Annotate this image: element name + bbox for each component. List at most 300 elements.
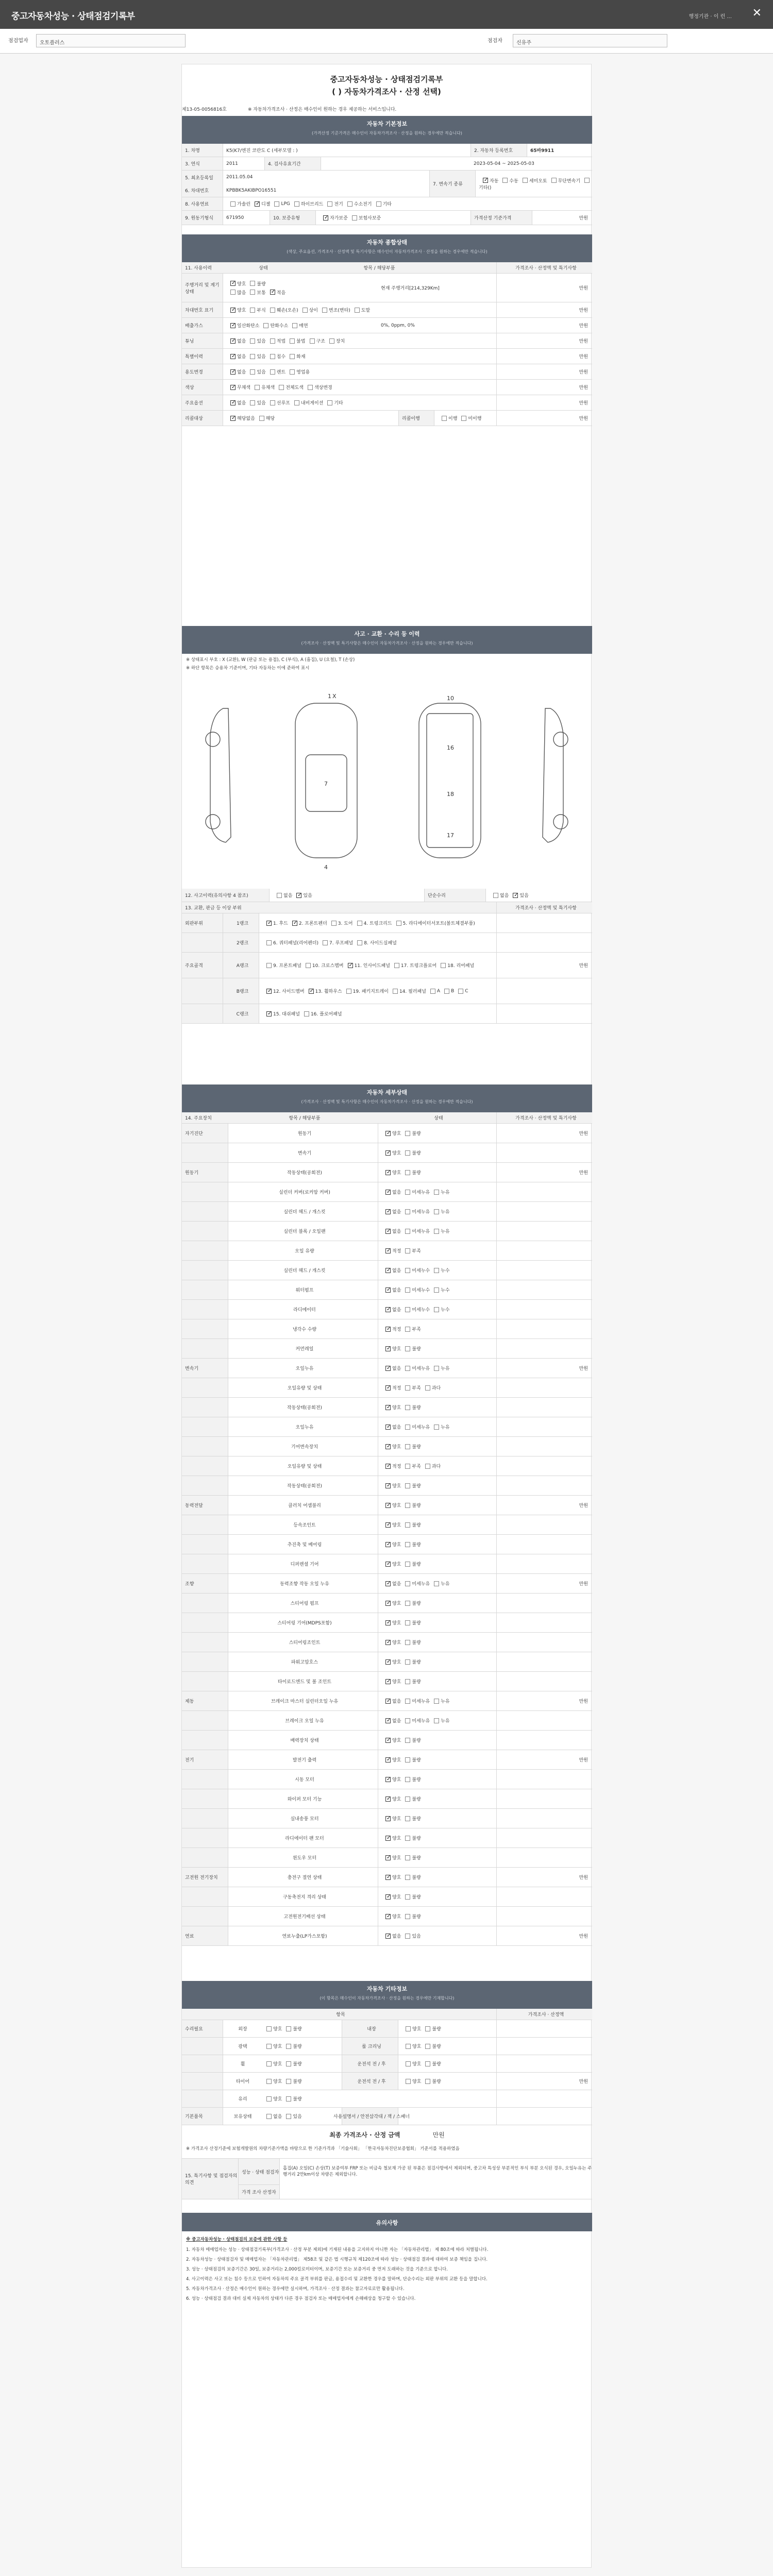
checkbox[interactable]	[405, 1385, 410, 1391]
checkbox[interactable]	[270, 354, 275, 359]
status-row-label: 색상	[182, 380, 223, 395]
checkbox[interactable]	[376, 201, 381, 207]
detail-row	[182, 1789, 592, 1809]
checkbox[interactable]	[230, 369, 236, 375]
detail-group	[182, 1633, 228, 1652]
checkbox-label: 구조	[316, 339, 325, 344]
checkbox[interactable]	[266, 989, 272, 994]
other-row	[182, 2038, 592, 2055]
checkbox[interactable]	[405, 1483, 410, 1488]
checkbox[interactable]	[405, 1248, 410, 1253]
checkbox[interactable]	[385, 1131, 391, 1136]
checkbox-label: 없음	[283, 893, 293, 899]
checkbox[interactable]	[405, 1405, 410, 1410]
checkbox[interactable]	[385, 1777, 391, 1782]
checkbox[interactable]	[434, 1229, 439, 1234]
checkbox[interactable]	[266, 1011, 272, 1016]
checkbox[interactable]	[230, 201, 236, 207]
checkbox[interactable]	[346, 989, 351, 994]
detail-item: 원동기	[297, 1131, 312, 1137]
detail-item: 실린더 헤드 / 개스킷	[283, 1210, 326, 1215]
manager-field[interactable]: 신유주	[513, 34, 667, 47]
checkbox[interactable]	[385, 1425, 391, 1430]
checkbox[interactable]	[405, 1562, 410, 1567]
checkbox-label: 불량	[412, 1601, 421, 1606]
checkbox[interactable]	[323, 215, 328, 221]
basic-row-2	[182, 157, 592, 171]
checkbox[interactable]	[405, 1894, 410, 1900]
checkbox[interactable]	[405, 1170, 410, 1175]
checkbox[interactable]	[405, 1150, 410, 1156]
checkbox[interactable]	[348, 963, 353, 968]
checkbox[interactable]	[385, 1601, 391, 1606]
checkbox[interactable]	[405, 1738, 410, 1743]
checkbox[interactable]	[263, 323, 268, 328]
checkbox[interactable]	[385, 1150, 391, 1156]
other-header: 자동차 기타정보 (이 항목은 매수인이 자동차가격조사 · 산정을 원하는 경우에만 기재합니다)	[182, 1981, 592, 2009]
checkbox[interactable]	[385, 1718, 391, 1723]
checkbox[interactable]	[385, 1914, 391, 1919]
detail-price	[496, 1907, 592, 1926]
checkbox[interactable]	[255, 201, 260, 207]
checkbox[interactable]	[286, 2026, 291, 2031]
checkbox[interactable]	[250, 354, 255, 359]
checkbox[interactable]	[444, 989, 449, 994]
checkbox-label: 양호	[273, 2062, 282, 2067]
checkbox[interactable]	[425, 2061, 430, 2066]
checkbox[interactable]	[385, 1757, 391, 1762]
checkbox[interactable]	[277, 893, 282, 898]
detail-group	[182, 1594, 228, 1613]
checkbox[interactable]	[434, 1268, 439, 1273]
checkbox[interactable]	[425, 2026, 430, 2031]
status-row-options	[223, 318, 378, 333]
other-state	[259, 2038, 342, 2055]
trans-label: 7. 변속기 종류	[429, 171, 476, 197]
checkbox[interactable]	[292, 323, 297, 328]
checkbox[interactable]	[385, 1522, 391, 1528]
checkbox[interactable]	[393, 989, 398, 994]
notes-item: 6. 성능 · 상태점검 결과 대비 실제 자동차의 상태가 다른 경우 점검자 또는 매매업자에게 손해배상을 청구할 수 있습니다.	[186, 2296, 416, 2301]
checkbox[interactable]	[502, 178, 508, 183]
checkbox[interactable]	[406, 2079, 411, 2084]
checkbox[interactable]	[352, 215, 357, 221]
checkbox[interactable]	[385, 1640, 391, 1645]
checkbox[interactable]	[296, 893, 301, 898]
checkbox[interactable]	[304, 1011, 309, 1016]
detail-item: 충전구 절연 상태	[287, 1875, 322, 1880]
checkbox-label: 누유	[441, 1699, 450, 1704]
checkbox[interactable]	[405, 1934, 410, 1939]
checkbox[interactable]	[405, 1190, 410, 1195]
checkbox-label: 수동	[509, 178, 518, 184]
checkbox[interactable]	[250, 369, 255, 375]
detail-price	[496, 1887, 592, 1906]
detail-group: 동력전달	[182, 1496, 228, 1515]
detail-row	[182, 1652, 592, 1672]
checkbox[interactable]	[322, 308, 327, 313]
checkbox[interactable]	[405, 1581, 410, 1586]
checkbox[interactable]	[405, 1229, 410, 1234]
checkbox[interactable]	[405, 1718, 410, 1723]
checkbox[interactable]	[308, 385, 313, 390]
checkbox[interactable]	[385, 1894, 391, 1900]
checkbox[interactable]	[286, 2079, 291, 2084]
checkbox[interactable]	[385, 1562, 391, 1567]
checkbox-label: 4. 트렁크리드	[363, 921, 392, 926]
checkbox[interactable]	[259, 416, 264, 421]
checkbox[interactable]	[290, 369, 295, 375]
detail-price: 만원	[496, 1163, 592, 1182]
checkbox[interactable]	[327, 400, 332, 405]
checkbox[interactable]	[405, 1659, 410, 1665]
checkbox-label: 있음	[257, 401, 266, 406]
checkbox[interactable]	[461, 416, 466, 421]
checkbox-label: 8. 사이드실패널	[364, 941, 397, 946]
special-notes-label: 15. 특기사항 및 점검자의 의견	[182, 2159, 239, 2199]
checkbox[interactable]	[385, 1405, 391, 1410]
close-icon[interactable]: ✕	[752, 7, 762, 20]
checkbox[interactable]	[385, 1385, 391, 1391]
checkbox[interactable]	[405, 1346, 410, 1351]
checkbox[interactable]	[406, 2026, 411, 2031]
notes-item: 5. 자동차가격조사 · 산정은 매수인이 원하는 경우에만 실시하며, 가격조사 · 산정 결과는 참고자료로만 활용됩니다.	[186, 2286, 405, 2292]
checkbox-label: 미세누유	[412, 1582, 430, 1587]
detail-row	[182, 1672, 592, 1691]
checkbox[interactable]	[309, 989, 314, 994]
checkbox[interactable]	[266, 963, 272, 968]
checkbox[interactable]	[385, 1659, 391, 1665]
checkbox-label: 과다	[431, 1464, 441, 1469]
checkbox[interactable]	[434, 1581, 439, 1586]
detail-price: 만원	[496, 1574, 592, 1593]
checkbox[interactable]	[327, 201, 332, 207]
basic-info-header: 자동차 기본정보 (가격산정 기준가격은 매수인이 자동차가격조사 · 산정을 원하는 경우에만 적습니다)	[182, 116, 592, 144]
checkbox[interactable]	[425, 2044, 430, 2049]
status-row-label: 용도변경	[182, 364, 223, 379]
checkbox[interactable]	[266, 940, 272, 945]
checkbox[interactable]	[396, 921, 401, 926]
checkbox[interactable]	[250, 400, 255, 405]
detail-header: 자동차 세부상태 (가격조사 · 산정액 및 특기사항은 매수인이 자동차가격조사 · 산정을 원하는 경우에만 적습니다)	[182, 1084, 592, 1112]
checkbox-label: 있음	[293, 2114, 302, 2120]
checkbox[interactable]	[405, 1522, 410, 1528]
detail-group: 전기	[182, 1750, 228, 1769]
checkbox[interactable]	[266, 2079, 272, 2084]
detail-state	[378, 1124, 496, 1143]
checkbox-label: 양호	[392, 1151, 401, 1156]
checkbox[interactable]	[266, 2026, 272, 2031]
checkbox[interactable]	[286, 2114, 291, 2119]
checkbox[interactable]	[441, 963, 446, 968]
checkbox[interactable]	[405, 1366, 410, 1371]
checkbox[interactable]	[230, 281, 236, 286]
checkbox[interactable]	[279, 385, 284, 390]
checkbox[interactable]	[290, 338, 295, 344]
other-col-price: 가격조사 · 산정액	[496, 2009, 592, 2020]
checkbox[interactable]	[270, 400, 275, 405]
detail-group	[182, 1182, 228, 1201]
checkbox[interactable]	[331, 921, 337, 926]
detail-price	[496, 1202, 592, 1221]
checkbox-label: 양호	[392, 1856, 401, 1861]
checkbox[interactable]	[266, 2044, 272, 2049]
checkbox[interactable]	[355, 308, 360, 313]
checkbox[interactable]	[434, 1307, 439, 1312]
checkbox[interactable]	[270, 308, 275, 313]
checkbox[interactable]	[294, 201, 299, 207]
detail-state	[378, 1202, 496, 1221]
checkbox[interactable]	[551, 178, 557, 183]
checkbox-label: 없음	[392, 1366, 401, 1371]
checkbox[interactable]	[385, 1287, 391, 1293]
part-marker-4: 4	[324, 864, 328, 871]
checkbox[interactable]	[266, 921, 272, 926]
checkbox-label: 불량	[412, 1171, 421, 1176]
checkbox[interactable]	[405, 1620, 410, 1625]
checkbox[interactable]	[266, 2114, 272, 2119]
checkbox[interactable]	[434, 1718, 439, 1723]
checkbox[interactable]	[385, 1699, 391, 1704]
detail-group	[182, 1652, 228, 1671]
detail-item: 실린더 블록 / 오일팬	[283, 1229, 326, 1234]
detail-group	[182, 1378, 228, 1397]
checkbox[interactable]	[286, 2044, 291, 2049]
checkbox[interactable]	[483, 178, 488, 183]
checkbox[interactable]	[405, 1601, 410, 1606]
checkbox[interactable]	[405, 1855, 410, 1860]
checkbox[interactable]	[513, 893, 518, 898]
checkbox[interactable]	[394, 963, 399, 968]
checkbox[interactable]	[405, 1542, 410, 1547]
parts-group-label: 주요골격	[182, 953, 223, 978]
checkbox[interactable]	[434, 1366, 439, 1371]
checkbox[interactable]	[230, 290, 236, 295]
checkbox[interactable]	[405, 1816, 410, 1821]
checkbox[interactable]	[385, 1855, 391, 1860]
checkbox[interactable]	[434, 1425, 439, 1430]
checkbox[interactable]	[405, 1327, 410, 1332]
checkbox[interactable]	[405, 1287, 410, 1293]
parts-group-label: 외판부위	[182, 913, 223, 933]
checkbox[interactable]	[292, 921, 297, 926]
accident-legend-2: ※ 하단 항목은 승용차 기준이며, 기타 자동차는 이에 준하여 표시	[186, 666, 310, 671]
checkbox[interactable]	[385, 1170, 391, 1175]
checkbox[interactable]	[405, 1875, 410, 1880]
detail-state	[378, 1691, 496, 1710]
checkbox[interactable]	[294, 400, 299, 405]
checkbox[interactable]	[266, 2061, 272, 2066]
checkbox-label: 양호	[412, 2062, 422, 2067]
checkbox[interactable]	[425, 1464, 430, 1469]
checkbox-label: 있음	[257, 354, 266, 360]
checkbox[interactable]	[385, 1346, 391, 1351]
checkbox[interactable]	[385, 1483, 391, 1488]
checkbox-label: 가솔린	[237, 202, 251, 207]
part-marker-18: 18	[447, 791, 454, 798]
status-row-price: 만원	[496, 395, 592, 410]
detail-item: 시동 모터	[295, 1777, 314, 1783]
checkbox[interactable]	[405, 1268, 410, 1273]
checkbox-label: 불량	[293, 2097, 302, 2102]
checkbox[interactable]	[385, 1190, 391, 1195]
checkbox[interactable]	[385, 1620, 391, 1625]
checkbox[interactable]	[385, 1366, 391, 1371]
checkbox[interactable]	[430, 989, 435, 994]
checkbox[interactable]	[303, 308, 308, 313]
checkbox-label: 양호	[273, 2079, 282, 2084]
checkbox[interactable]	[405, 1797, 410, 1802]
checkbox[interactable]	[385, 1327, 391, 1332]
detail-item: 발전기 출력	[292, 1758, 317, 1763]
checkbox[interactable]	[329, 338, 334, 344]
status-row-label: 튜닝	[182, 333, 223, 348]
detail-row	[182, 1535, 592, 1554]
detail-item: 실린더 커버(로커암 커버)	[279, 1190, 330, 1195]
checkbox[interactable]	[286, 2061, 291, 2066]
checkbox[interactable]	[230, 416, 236, 421]
checkbox[interactable]	[385, 1738, 391, 1743]
checkbox[interactable]	[250, 281, 255, 286]
checkbox[interactable]	[584, 178, 590, 183]
other-row	[182, 2020, 592, 2038]
checkbox[interactable]	[406, 2044, 411, 2049]
checkbox[interactable]	[405, 1131, 410, 1136]
checkbox[interactable]	[405, 1757, 410, 1762]
checkbox[interactable]	[306, 963, 311, 968]
detail-row	[182, 1594, 592, 1613]
checkbox-label: 양호	[392, 1777, 401, 1783]
checkbox[interactable]	[385, 1248, 391, 1253]
checkbox-label: 색상변경	[314, 385, 332, 391]
checkbox[interactable]	[385, 1816, 391, 1821]
checkbox[interactable]	[385, 1542, 391, 1547]
checkbox[interactable]	[385, 1209, 391, 1214]
status-row	[182, 318, 592, 333]
checkbox[interactable]	[405, 1640, 410, 1645]
checkbox[interactable]	[425, 1385, 430, 1391]
checkbox[interactable]	[425, 2079, 430, 2084]
checkbox[interactable]	[250, 308, 255, 313]
checkbox[interactable]	[250, 290, 255, 295]
checkbox[interactable]	[286, 2096, 291, 2102]
checkbox[interactable]	[405, 1307, 410, 1312]
detail-row	[182, 1633, 592, 1652]
checkbox-label: 불량	[412, 1151, 421, 1156]
checkbox-label: 양호	[392, 1171, 401, 1176]
checkbox[interactable]	[357, 940, 362, 945]
checkbox[interactable]	[523, 178, 528, 183]
checkbox[interactable]	[323, 940, 328, 945]
parts-price	[496, 933, 592, 952]
detail-row	[182, 1926, 592, 1946]
checkbox[interactable]	[405, 1464, 410, 1469]
checkbox-label: LPG	[281, 201, 290, 207]
checkbox[interactable]	[230, 308, 236, 313]
checkbox[interactable]	[406, 2061, 411, 2066]
checkbox[interactable]	[270, 338, 275, 344]
detail-row	[182, 1770, 592, 1789]
checkbox-label: 없음	[392, 1719, 401, 1724]
checkbox[interactable]	[270, 369, 275, 375]
detail-state	[378, 1770, 496, 1789]
checkbox-label: 1. 후드	[273, 921, 288, 926]
detail-row	[182, 1515, 592, 1535]
checkbox[interactable]	[385, 1444, 391, 1449]
checkbox[interactable]	[347, 201, 352, 207]
detail-state	[378, 1222, 496, 1241]
detail-price: 만원	[496, 1750, 592, 1769]
checkbox[interactable]	[442, 416, 447, 421]
checkbox[interactable]	[385, 1934, 391, 1939]
checkbox[interactable]	[230, 354, 236, 359]
recall-label: 리콜이행	[398, 411, 434, 426]
checkbox[interactable]	[385, 1875, 391, 1880]
checkbox[interactable]	[230, 385, 236, 390]
checkbox[interactable]	[405, 1699, 410, 1704]
checkbox[interactable]	[434, 1190, 439, 1195]
checkbox-label: 누유	[441, 1210, 450, 1215]
checkbox[interactable]	[230, 400, 236, 405]
checkbox[interactable]	[230, 338, 236, 344]
checkbox[interactable]	[405, 1444, 410, 1449]
checkbox[interactable]	[434, 1287, 439, 1293]
checkbox[interactable]	[274, 201, 279, 207]
checkbox-label: 미이행	[468, 416, 482, 421]
parts-rank: B랭크	[223, 978, 259, 1004]
checkbox[interactable]	[493, 893, 498, 898]
parts-row	[182, 953, 592, 978]
checkbox[interactable]	[270, 290, 275, 295]
checkbox[interactable]	[385, 1679, 391, 1684]
other-state-2	[398, 2055, 496, 2072]
checkbox[interactable]	[230, 323, 236, 328]
checkbox[interactable]	[385, 1581, 391, 1586]
checkbox[interactable]	[458, 989, 463, 994]
checkbox[interactable]	[405, 1425, 410, 1430]
checkbox[interactable]	[385, 1797, 391, 1802]
checkbox[interactable]	[255, 385, 260, 390]
checkbox[interactable]	[434, 1699, 439, 1704]
checkbox[interactable]	[405, 1679, 410, 1684]
checkbox[interactable]	[405, 1777, 410, 1782]
checkbox[interactable]	[266, 2096, 272, 2102]
checkbox-label: 누유	[441, 1366, 450, 1371]
checkbox[interactable]	[434, 1209, 439, 1214]
checkbox[interactable]	[405, 1209, 410, 1214]
checkbox[interactable]	[385, 1503, 391, 1508]
checkbox-label: 불량	[412, 1856, 421, 1861]
checkbox[interactable]	[385, 1464, 391, 1469]
checkbox[interactable]	[385, 1229, 391, 1234]
checkbox-label: 17. 트렁크플로어	[400, 963, 437, 969]
checkbox[interactable]	[357, 921, 362, 926]
checkbox-label: 내비게이션	[300, 401, 324, 406]
inspector-field[interactable]: 오토플러스	[36, 34, 186, 47]
checkbox[interactable]	[385, 1268, 391, 1273]
checkbox[interactable]	[250, 338, 255, 344]
checkbox[interactable]	[290, 354, 295, 359]
checkbox[interactable]	[405, 1914, 410, 1919]
parts-items	[259, 953, 496, 978]
checkbox[interactable]	[310, 338, 315, 344]
checkbox[interactable]	[385, 1307, 391, 1312]
checkbox[interactable]	[405, 1503, 410, 1508]
checkbox-label: 불량	[412, 1895, 421, 1900]
checkbox[interactable]	[405, 1836, 410, 1841]
checkbox[interactable]	[385, 1836, 391, 1841]
header-nav-text[interactable]: 행정기관 · 이 런 ...	[688, 14, 732, 20]
